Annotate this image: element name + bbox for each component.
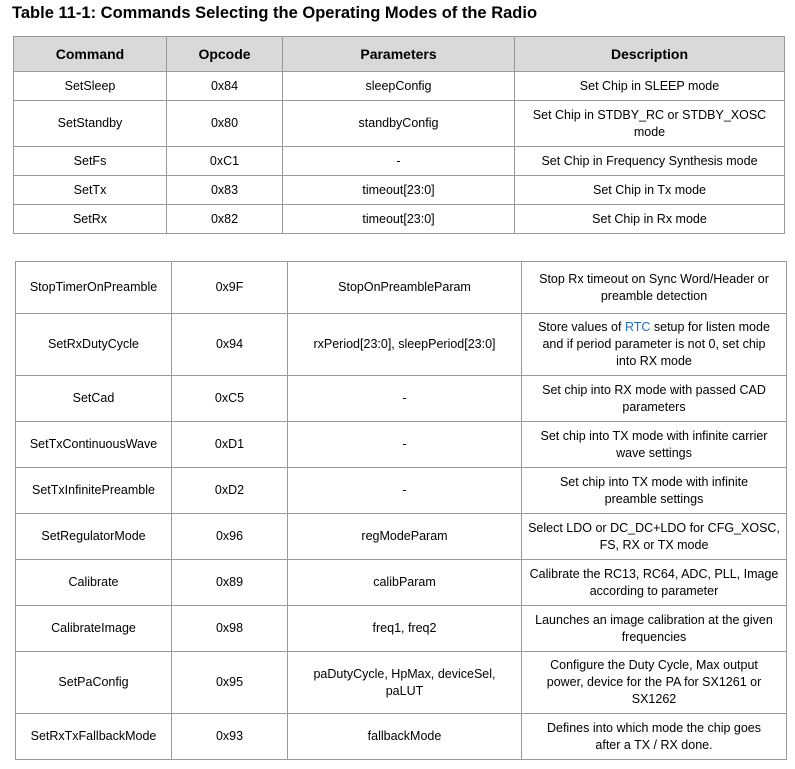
opcode-cell: 0x89	[172, 560, 288, 606]
opcode-cell: 0x94	[172, 314, 288, 376]
table-row	[16, 422, 787, 468]
description-cell: Set chip into RX mode with passed CAD parameters	[522, 376, 787, 422]
description-cell: Defines into which mode the chip goes after a TX / RX done.	[522, 714, 787, 760]
opcode-cell: 0xC5	[172, 376, 288, 422]
description-cell: Set Chip in Tx mode	[515, 176, 785, 205]
parameters-cell: rxPeriod[23:0], sleepPeriod[23:0]	[288, 314, 522, 376]
description-text-after: setup for listen mode and if period parameter is not 0, set chip into RX mode	[542, 320, 770, 368]
parameters-cell: -	[288, 422, 522, 468]
table-row	[16, 376, 787, 422]
parameters-cell: calibParam	[288, 560, 522, 606]
table-title: Table 11-1: Commands Selecting the Operating Modes of the Radio	[12, 4, 538, 22]
table-row	[14, 176, 785, 205]
command-cell: CalibrateImage	[16, 606, 172, 652]
parameters-cell: timeout[23:0]	[283, 205, 515, 234]
opcode-cell: 0x83	[167, 176, 283, 205]
description-cell	[522, 314, 787, 376]
table-row	[14, 101, 785, 147]
opcode-cell: 0x95	[172, 652, 288, 714]
table-row	[16, 514, 787, 560]
description-cell: Set Chip in SLEEP mode	[515, 72, 785, 101]
description-cell: Set Chip in Frequency Synthesis mode	[515, 147, 785, 176]
opcode-cell: 0x9F	[172, 262, 288, 314]
description-cell: Configure the Duty Cycle, Max output power, device for the PA for SX1261 or SX1262	[522, 652, 787, 714]
description-cell: Launches an image calibration at the given frequencies	[522, 606, 787, 652]
opcode-cell: 0xC1	[167, 147, 283, 176]
table-row	[16, 468, 787, 514]
command-cell: SetSleep	[14, 72, 167, 101]
command-cell: SetRegulatorMode	[16, 514, 172, 560]
header-command: Command	[14, 37, 167, 72]
opcode-cell: 0x82	[167, 205, 283, 234]
opcode-cell: 0x96	[172, 514, 288, 560]
commands-table-part-2	[15, 261, 787, 760]
parameters-cell: StopOnPreambleParam	[288, 262, 522, 314]
opcode-cell: 0x93	[172, 714, 288, 760]
command-cell: SetCad	[16, 376, 172, 422]
parameters-cell: fallbackMode	[288, 714, 522, 760]
table-row	[16, 560, 787, 606]
description-text-before: Store values of	[538, 320, 625, 334]
description-cell: Set Chip in Rx mode	[515, 205, 785, 234]
command-cell: SetPaConfig	[16, 652, 172, 714]
table-row	[16, 262, 787, 314]
parameters-cell: paDutyCycle, HpMax, deviceSel, paLUT	[288, 652, 522, 714]
parameters-cell: freq1, freq2	[288, 606, 522, 652]
table-row	[14, 72, 785, 101]
description-cell: Calibrate the RC13, RC64, ADC, PLL, Image according to parameter	[522, 560, 787, 606]
command-cell: StopTimerOnPreamble	[16, 262, 172, 314]
command-cell: SetRxTxFallbackMode	[16, 714, 172, 760]
header-row	[14, 37, 785, 72]
table-row	[16, 652, 787, 714]
description-cell: Set Chip in STDBY_RC or STDBY_XOSC mode	[515, 101, 785, 147]
description-cell: Select LDO or DC_DC+LDO for CFG_XOSC, FS, RX or TX mode	[522, 514, 787, 560]
description-cell: Set chip into TX mode with infinite preamble settings	[522, 468, 787, 514]
description-cell: Stop Rx timeout on Sync Word/Header or preamble detection	[522, 262, 787, 314]
command-cell: Calibrate	[16, 560, 172, 606]
opcode-cell: 0x98	[172, 606, 288, 652]
table-row	[14, 147, 785, 176]
command-cell: SetFs	[14, 147, 167, 176]
parameters-cell: standbyConfig	[283, 101, 515, 147]
opcode-cell: 0x84	[167, 72, 283, 101]
table-row	[16, 606, 787, 652]
parameters-cell: -	[288, 468, 522, 514]
command-cell: SetTx	[14, 176, 167, 205]
command-cell: SetTxInfinitePreamble	[16, 468, 172, 514]
rtc-link[interactable]: RTC	[624, 320, 651, 334]
opcode-cell: 0xD2	[172, 468, 288, 514]
description-cell: Set chip into TX mode with infinite carrier wave settings	[522, 422, 787, 468]
table-row	[14, 205, 785, 234]
table-row	[16, 714, 787, 760]
parameters-cell: timeout[23:0]	[283, 176, 515, 205]
command-cell: SetStandby	[14, 101, 167, 147]
parameters-cell: sleepConfig	[283, 72, 515, 101]
parameters-cell: regModeParam	[288, 514, 522, 560]
opcode-cell: 0x80	[167, 101, 283, 147]
command-cell: SetRx	[14, 205, 167, 234]
parameters-cell: -	[288, 376, 522, 422]
table-row	[16, 314, 787, 376]
command-cell: SetRxDutyCycle	[16, 314, 172, 376]
header-opcode: Opcode	[167, 37, 283, 72]
command-cell: SetTxContinuousWave	[16, 422, 172, 468]
commands-table-part-1	[13, 36, 785, 234]
header-description: Description	[515, 37, 785, 72]
header-parameters: Parameters	[283, 37, 515, 72]
parameters-cell: -	[283, 147, 515, 176]
opcode-cell: 0xD1	[172, 422, 288, 468]
